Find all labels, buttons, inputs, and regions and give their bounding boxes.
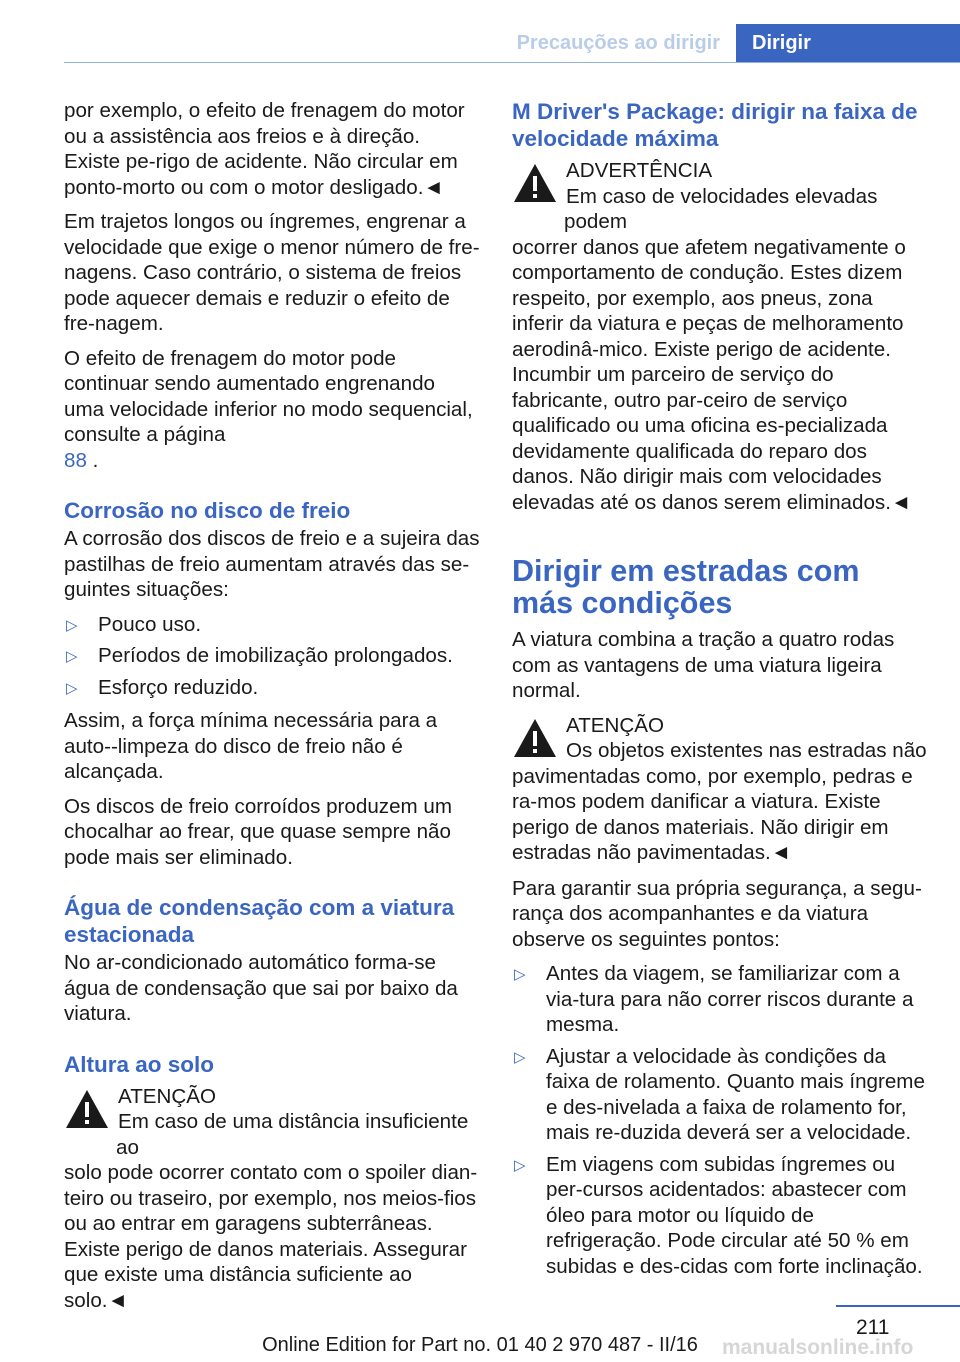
edition-footer: Online Edition for Part no. 01 40 2 970 487 - II/16	[262, 1334, 698, 1356]
list-item	[64, 612, 480, 638]
bullet-list	[512, 961, 928, 1279]
warning-box	[512, 713, 928, 866]
list-item	[64, 675, 480, 701]
triangle-right-icon: ▷	[514, 966, 526, 983]
paragraph-text: O efeito de frenagem do motor pode continuar sendo aumentado engrenando uma velocidade inferior no modo sequencial, consulte a página	[64, 346, 473, 446]
list-item-text: Esforço reduzido.	[98, 675, 259, 699]
watermark: manualsonline.info	[722, 1336, 914, 1359]
header-chapter-tab: Dirigir	[736, 24, 960, 62]
list-item	[512, 1044, 928, 1146]
bullet-list	[64, 612, 480, 701]
paragraph: Para garantir sua própria segurança, a segu‐rança dos acompanhantes e da viatura observe os seguintes pontos:	[512, 876, 922, 951]
warning-title: ATENÇÃO	[118, 1084, 217, 1108]
list-item	[512, 961, 928, 1038]
paragraph: Os discos de freio corroídos produzem um chocalhar ao frear, que quase sempre não pode mais ser eliminado.	[64, 794, 453, 869]
list-item	[512, 1152, 928, 1280]
page-reference-link[interactable]: 88	[64, 448, 87, 472]
heading-estradas: Dirigir em estradas com más condições	[512, 554, 860, 620]
paragraph: A viatura combina a tração a quatro rodas com as vantagens de uma viatura ligeira normal.	[512, 628, 895, 702]
list-item-text: Pouco uso.	[98, 612, 202, 636]
triangle-right-icon: ▷	[514, 1156, 526, 1174]
warning-triangle-icon	[512, 162, 558, 204]
paragraph: A corrosão dos discos de freio e a sujeira das pastilhas de freio aumentam através das se‐guintes situações:	[64, 527, 480, 601]
paragraph: No ar-condicionado automático forma-se água de condensação que sai por baixo da viatura.	[64, 951, 458, 1025]
triangle-right-icon: ▷	[66, 648, 78, 665]
paragraph: Assim, a força mínima necessária para a auto‐-limpeza do disco de freio não é alcançada.	[64, 709, 438, 783]
warning-title: ADVERTÊNCIA	[566, 159, 713, 182]
warning-triangle-icon	[512, 717, 558, 759]
triangle-right-icon: ▷	[66, 679, 78, 697]
warning-triangle-icon	[64, 1088, 110, 1130]
list-item-text: Em viagens com subidas íngremes ou per‐cursos acidentados: abastecer com óleo para motor ou líquido de refrigeração. Pode circular até 50 % em subidas e des‐cidas com forte inclinação.	[546, 1152, 923, 1278]
page-number-rule	[836, 1305, 960, 1307]
warning-first-line: Os objetos existentes nas estradas não	[566, 739, 927, 762]
warning-first-line: Em caso de velocidades elevadas podem	[564, 184, 878, 233]
header-divider	[64, 62, 960, 63]
triangle-right-icon: ▷	[66, 616, 78, 634]
page-number: 211	[856, 1316, 890, 1339]
page-header	[0, 0, 960, 64]
list-item	[64, 643, 480, 669]
warning-box	[64, 1084, 480, 1314]
triangle-right-icon: ▷	[514, 1048, 526, 1066]
paragraph: por exemplo, o efeito de frenagem do motor ou a assistência aos freios e à direção. Existe pe‐rigo de acidente. Não circular em ponto-morto ou com o motor desligado.◄	[64, 99, 465, 199]
heading-altura: Altura ao solo	[64, 1051, 215, 1077]
heading-agua: Água de condensação com a viatura estacionada	[64, 895, 455, 947]
paragraph-text-end: .	[86, 448, 99, 472]
warning-text: ocorrer danos que afetem negativamente o comportamento de condução. Estes dizem respeito, por exemplo, aos pneus, zona inferir da viatura e peças de melhoramento aerodinâ‐mico. Existe perigo de acidente. Incumbir um parceiro de serviço do fabricante, outro par‐ceiro de serviço qualificado ou uma oficina es‐pecializada devidamente qualificada do reparo dos danos. Não dirigir mais com velocidades elevadas até os danos serem eliminados.◄	[512, 235, 912, 514]
warning-box	[512, 158, 928, 515]
left-column	[64, 98, 480, 1323]
heading-m-drivers-package: M Driver's Package: dirigir na faixa de velocidade máxima	[512, 99, 918, 151]
list-item-text: Ajustar a velocidade às condições da faixa de rolamento. Quanto mais íngreme e des‐nivelada a faixa de rolamento for, mais re‐duzida deverá ser a velocidade.	[546, 1044, 925, 1144]
right-column	[512, 98, 928, 1287]
warning-text: pavimentadas como, por exemplo, pedras e ra‐mos podem danificar a viatura. Existe perigo de danos materiais. Não dirigir em estradas não pavimentadas.◄	[512, 764, 913, 864]
list-item-text: Períodos de imobilização prolongados.	[98, 644, 453, 667]
warning-first-line: Em caso de uma distância insuficiente ao	[116, 1110, 469, 1159]
warning-text: solo pode ocorrer contato com o spoiler dian‐teiro ou traseiro, por exemplo, nos meios-fios ou ao entrar em garagens subterrâneas. Existe perigo de danos materiais. Assegurar que existe uma distância suficiente ao solo.◄	[64, 1161, 478, 1312]
heading-corrosao: Corrosão no disco de freio	[64, 498, 351, 523]
paragraph	[64, 346, 480, 474]
paragraph: Em trajetos longos ou íngremes, engrenar a velocidade que exige o menor número de fre‐nagens. Caso contrário, o sistema de freios pode aquecer demais e reduzir o efeito de fre‐nagem.	[64, 210, 480, 335]
header-section-title: Precauções ao dirigir	[516, 32, 720, 54]
warning-title: ATENÇÃO	[566, 713, 665, 737]
list-item-text: Antes da viagem, se familiarizar com a via‐tura para não correr riscos durante a mesma.	[546, 962, 914, 1036]
